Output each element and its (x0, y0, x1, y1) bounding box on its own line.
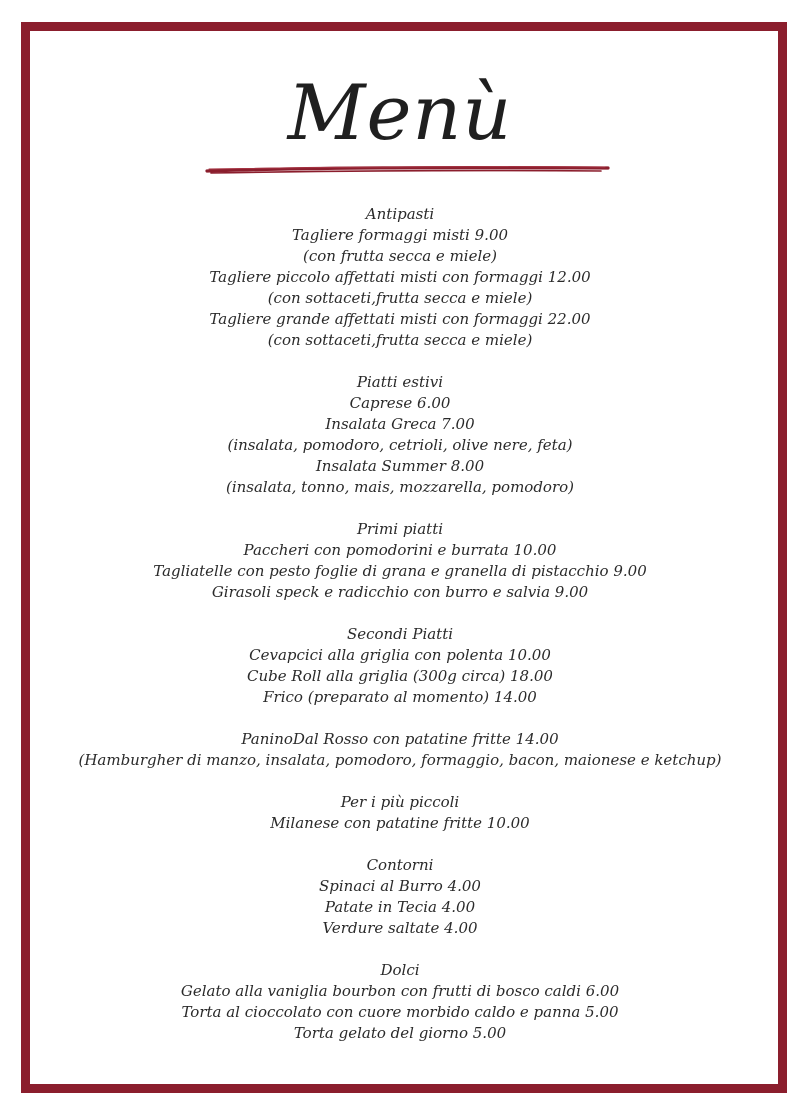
menu-item-line: Cevapcici alla griglia con polenta 10.00 (249, 646, 551, 664)
menu-item-line: Cube Roll alla griglia (300g circa) 18.00 (247, 667, 553, 685)
menu-section-panino (0, 729, 800, 771)
menu-item-line: (Hamburgher di manzo, insalata, pomodoro, formaggio, bacon, maionese e ketchup) (78, 751, 722, 769)
menu-section-piatti-estivi (0, 372, 800, 498)
menu-section-primi-piatti (0, 519, 800, 603)
title-underline-brushstroke (205, 163, 610, 177)
menu-item-line: (insalata, pomodoro, cetrioli, olive nere, feta) (227, 436, 573, 454)
section-heading: Per i più piccoli (340, 793, 460, 811)
menu-item-line: Tagliatelle con pesto foglie di grana e granella di pistacchio 9.00 (153, 562, 647, 580)
menu-item-line: Verdure saltate 4.00 (322, 919, 478, 937)
section-heading: Primi piatti (356, 520, 444, 538)
section-heading: Contorni (366, 856, 434, 874)
menu-item-line: (con sottaceti,frutta secca e miele) (267, 289, 533, 307)
menu-item-line: Milanese con patatine fritte 10.00 (270, 814, 530, 832)
menu-item-line: Gelato alla vaniglia bourbon con frutti di bosco caldi 6.00 (180, 982, 620, 1000)
menu-item-line: (con sottaceti,frutta secca e miele) (267, 331, 533, 349)
menu-title: Menù (287, 68, 513, 157)
menu-item-line: Spinaci al Burro 4.00 (319, 877, 481, 895)
menu-section-secondi-piatti (0, 624, 800, 708)
menu-section-contorni (0, 855, 800, 939)
menu-item-line: Caprese 6.00 (349, 394, 451, 412)
menu-item-line: Torta gelato del giorno 5.00 (293, 1024, 507, 1042)
menu-item-line: Patate in Tecia 4.00 (324, 898, 476, 916)
menu-section-dolci (0, 960, 800, 1044)
section-heading: Secondi Piatti (346, 625, 454, 643)
menu-item-line: Paccheri con pomodorini e burrata 10.00 (243, 541, 557, 559)
section-heading: Piatti estivi (356, 373, 444, 391)
menu-body (0, 204, 800, 1065)
section-heading: Antipasti (365, 205, 435, 223)
menu-item-line: (con frutta secca e miele) (302, 247, 498, 265)
menu-item-line: Frico (preparato al momento) 14.00 (263, 688, 537, 706)
menu-item-line: Insalata Greca 7.00 (325, 415, 475, 433)
menu-item-line: (insalata, tonno, mais, mozzarella, pomodoro) (225, 478, 575, 496)
menu-section-per-i-piu-piccoli (0, 792, 800, 834)
menu-item-line: Tagliere piccolo affettati misti con formaggi 12.00 (209, 268, 591, 286)
menu-section-antipasti (0, 204, 800, 351)
section-heading: Dolci (380, 961, 420, 979)
menu-item-line: Tagliere formaggi misti 9.00 (291, 226, 509, 244)
section-heading: PaninoDal Rosso con patatine fritte 14.00 (241, 730, 559, 748)
menu-item-line: Torta al cioccolato con cuore morbido caldo e panna 5.00 (181, 1003, 619, 1021)
menu-item-line: Insalata Summer 8.00 (315, 457, 485, 475)
menu-item-line: Tagliere grande affettati misti con formaggi 22.00 (209, 310, 591, 328)
menu-item-line: Girasoli speck e radicchio con burro e salvia 9.00 (211, 583, 589, 601)
